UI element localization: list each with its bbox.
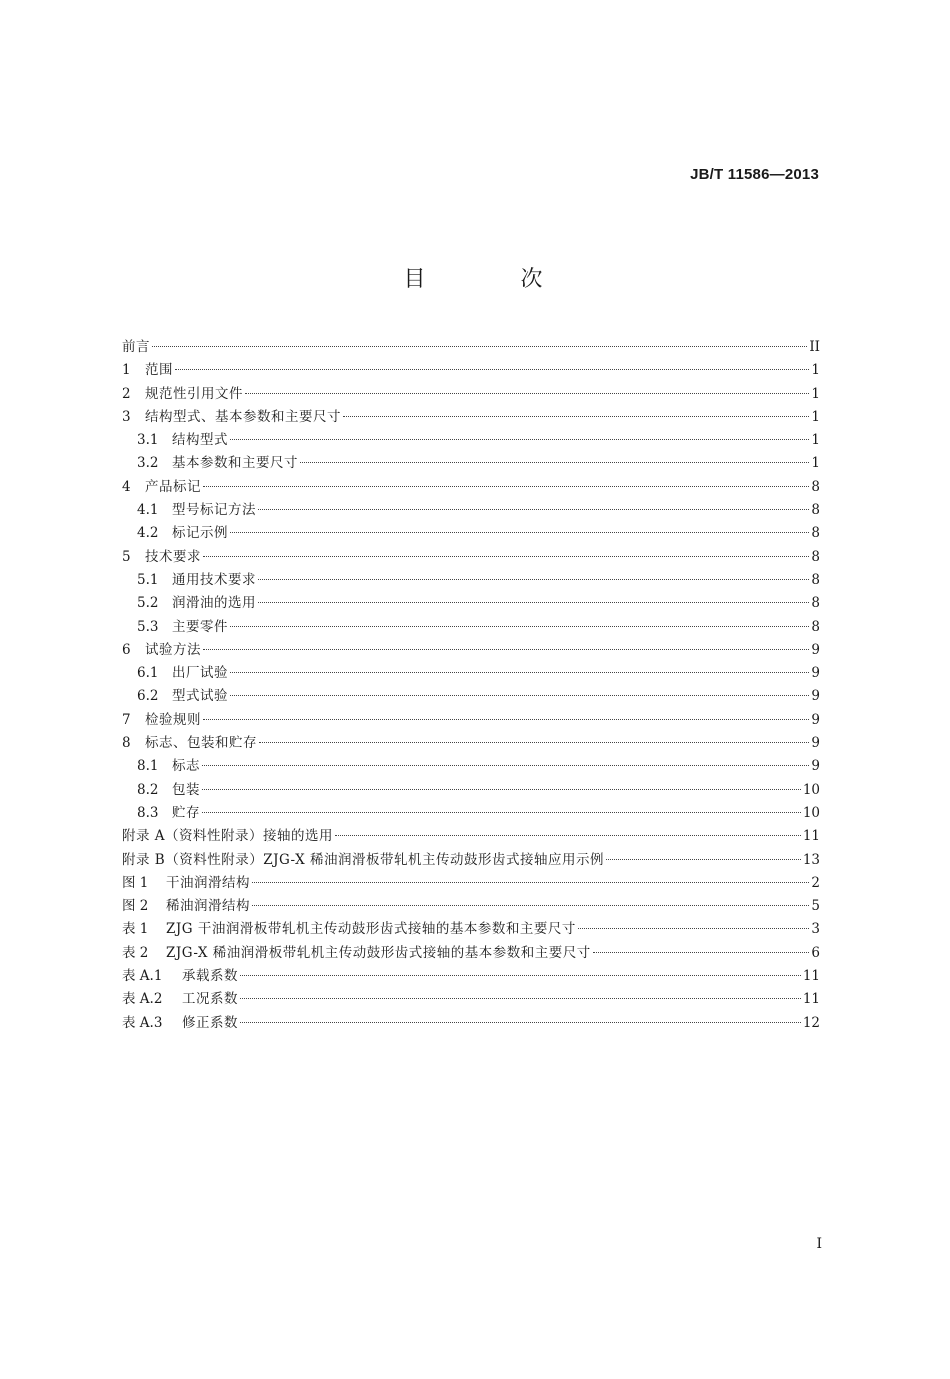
- toc-entry-label: ZJG-X 稀油润滑板带轧机主传动鼓形齿式接轴的基本参数和主要尺寸: [166, 944, 591, 961]
- dot-leader: [258, 579, 809, 580]
- toc-entry-page: 1: [811, 385, 820, 402]
- dot-leader: [203, 649, 809, 650]
- toc-entry-page: 9: [811, 641, 820, 658]
- toc-entry[interactable]: [122, 1012, 820, 1035]
- toc-entry[interactable]: [122, 569, 820, 592]
- toc-entry-number: 5.1: [137, 571, 159, 588]
- dot-leader: [240, 998, 801, 999]
- toc-entry-label: 标志: [172, 758, 200, 775]
- toc-entry[interactable]: [122, 755, 820, 778]
- toc-entry[interactable]: [122, 709, 820, 732]
- toc-entry-label: 规范性引用文件: [145, 385, 243, 402]
- toc-entry-page: 9: [811, 735, 820, 752]
- toc-entry-number: 4: [122, 478, 131, 495]
- toc-entry-label: 工况系数: [182, 991, 238, 1008]
- toc-entry[interactable]: [122, 429, 820, 452]
- toc-entry-number: 3.2: [137, 455, 159, 472]
- dot-leader: [203, 556, 809, 557]
- toc-entry-label: 稀油润滑结构: [166, 898, 250, 915]
- dot-leader: [240, 975, 801, 976]
- toc-entry[interactable]: [122, 452, 820, 475]
- toc-entry-number: 8.3: [137, 804, 159, 821]
- toc-entry[interactable]: [122, 639, 820, 662]
- toc-entry-label: 出厂试验: [172, 665, 228, 682]
- dot-leader: [202, 812, 801, 813]
- toc-entry[interactable]: [122, 732, 820, 755]
- toc-entry[interactable]: [122, 825, 820, 848]
- dot-leader: [343, 416, 809, 417]
- toc-entry[interactable]: [122, 476, 820, 499]
- toc-entry-number: 图 2: [122, 898, 149, 915]
- toc-entry-page: 8: [811, 571, 820, 588]
- toc-entry[interactable]: [122, 359, 820, 382]
- toc-entry-page: 8: [811, 502, 820, 519]
- toc-entry-label: 附录 A（资料性附录）接轴的选用: [122, 828, 334, 845]
- toc-entry-page: 1: [811, 432, 820, 449]
- dot-leader: [335, 835, 801, 836]
- toc-entry-page: 10: [802, 781, 820, 798]
- toc-entry[interactable]: [122, 406, 820, 429]
- toc-entry-label: 结构型式: [172, 432, 228, 449]
- toc-entry-number: 表 A.3: [122, 1014, 163, 1031]
- toc-entry-label: 标志、包装和贮存: [145, 735, 257, 752]
- toc-entry-label: 范围: [145, 362, 173, 379]
- toc-entry-page: 9: [811, 711, 820, 728]
- dot-leader: [230, 439, 809, 440]
- dot-leader: [252, 882, 809, 883]
- toc-entry-page: 9: [811, 688, 820, 705]
- toc-entry-number: 表 A.2: [122, 991, 163, 1008]
- toc-entry-page: 8: [811, 478, 820, 495]
- toc-entry-number: 6.2: [137, 688, 159, 705]
- toc-entry[interactable]: [122, 988, 820, 1011]
- dot-leader: [258, 509, 809, 510]
- dot-leader: [259, 742, 809, 743]
- toc-entry[interactable]: [122, 918, 820, 941]
- toc-entry[interactable]: [122, 965, 820, 988]
- toc-entry-number: 3.1: [137, 432, 159, 449]
- page-number: I: [816, 1236, 822, 1252]
- toc-entry[interactable]: [122, 802, 820, 825]
- toc-entry-page: 1: [811, 362, 820, 379]
- toc-entry-number: 7: [122, 711, 131, 728]
- toc-entry[interactable]: [122, 779, 820, 802]
- toc-entry-page: 8: [811, 618, 820, 635]
- toc-entry[interactable]: [122, 383, 820, 406]
- toc-entry-page: 1: [811, 408, 820, 425]
- toc-entry-number: 图 1: [122, 874, 149, 891]
- toc-entry[interactable]: [122, 849, 820, 872]
- dot-leader: [230, 626, 809, 627]
- toc-entry-number: 5: [122, 548, 131, 565]
- toc-entry-label: 标记示例: [172, 525, 228, 542]
- toc-entry[interactable]: [122, 942, 820, 965]
- toc-entry[interactable]: [122, 616, 820, 639]
- dot-leader: [230, 672, 809, 673]
- dot-leader: [593, 952, 810, 953]
- toc-entry-page: 1: [811, 455, 820, 472]
- toc-entry-number: 6: [122, 641, 131, 658]
- toc-entry[interactable]: [122, 336, 820, 359]
- toc-entry-page: II: [809, 339, 820, 355]
- toc-entry-page: 8: [811, 525, 820, 542]
- toc-entry[interactable]: [122, 685, 820, 708]
- toc-entry-number: 2: [122, 385, 131, 402]
- toc-entry-page: 13: [802, 851, 820, 868]
- toc-entry-label: 技术要求: [145, 548, 201, 565]
- toc-entry-number: 8.1: [137, 758, 159, 775]
- toc-entry-label: 基本参数和主要尺寸: [172, 455, 298, 472]
- toc-entry-page: 8: [811, 595, 820, 612]
- toc-entry-label: 干油润滑结构: [166, 874, 250, 891]
- toc-entry-label: 承载系数: [182, 968, 238, 985]
- toc-entry-label: 修正系数: [182, 1014, 238, 1031]
- dot-leader: [203, 486, 809, 487]
- toc-entry-label: 包装: [172, 781, 200, 798]
- toc-entry-number: 表 1: [122, 921, 149, 938]
- dot-leader: [152, 346, 807, 347]
- dot-leader: [202, 765, 809, 766]
- toc-entry-page: 6: [811, 944, 820, 961]
- toc-entry-page: 5: [811, 898, 820, 915]
- toc-entry-number: 3: [122, 408, 131, 425]
- toc-entry-number: 5.2: [137, 595, 159, 612]
- table-of-contents: [122, 336, 820, 1035]
- dot-leader: [300, 462, 809, 463]
- toc-entry-label: 通用技术要求: [172, 571, 256, 588]
- toc-entry-label: 检验规则: [145, 711, 201, 728]
- toc-entry-label: 附录 B（资料性附录）ZJG-X 稀油润滑板带轧机主传动鼓形齿式接轴应用示例: [122, 851, 605, 868]
- toc-entry-page: 2: [811, 874, 820, 891]
- toc-entry-page: 9: [811, 758, 820, 775]
- toc-title: 目 次: [403, 267, 587, 292]
- dot-leader: [606, 859, 801, 860]
- dot-leader: [230, 532, 809, 533]
- toc-entry[interactable]: [122, 662, 820, 685]
- toc-entry-number: 1: [122, 362, 131, 379]
- toc-entry-label: 前言: [122, 339, 150, 355]
- toc-entry[interactable]: [122, 872, 820, 895]
- dot-leader: [175, 369, 809, 370]
- toc-entry-page: 10: [802, 804, 820, 821]
- toc-entry-number: 8.2: [137, 781, 159, 798]
- toc-entry-number: 5.3: [137, 618, 159, 635]
- toc-entry[interactable]: [122, 895, 820, 918]
- toc-entry-label: 主要零件: [172, 618, 228, 635]
- toc-entry-page: 8: [811, 548, 820, 565]
- toc-entry-number: 表 A.1: [122, 968, 163, 985]
- toc-entry-label: 试验方法: [145, 641, 201, 658]
- toc-entry-label: 贮存: [172, 804, 200, 821]
- toc-entry-number: 表 2: [122, 944, 149, 961]
- toc-entry-page: 3: [811, 921, 820, 938]
- toc-entry-page: 11: [802, 991, 820, 1008]
- toc-entry-label: 型式试验: [172, 688, 228, 705]
- toc-entry-number: 4.1: [137, 502, 159, 519]
- toc-entry-page: 11: [802, 828, 820, 845]
- toc-entry-label: 结构型式、基本参数和主要尺寸: [145, 408, 341, 425]
- toc-entry-page: 9: [811, 665, 820, 682]
- dot-leader: [203, 719, 809, 720]
- dot-leader: [258, 602, 809, 603]
- toc-entry[interactable]: [122, 546, 820, 569]
- toc-entry[interactable]: [122, 499, 820, 522]
- toc-entry-label: 型号标记方法: [172, 502, 256, 519]
- toc-entry-page: 11: [802, 968, 820, 985]
- dot-leader: [240, 1022, 801, 1023]
- toc-entry-number: 6.1: [137, 665, 159, 682]
- dot-leader: [230, 695, 809, 696]
- dot-leader: [252, 905, 809, 906]
- dot-leader: [202, 789, 801, 790]
- toc-entry-label: ZJG 干油润滑板带轧机主传动鼓形齿式接轴的基本参数和主要尺寸: [166, 921, 576, 938]
- dot-leader: [578, 928, 810, 929]
- toc-entry-number: 4.2: [137, 525, 159, 542]
- standard-code: JB/T 11586—2013: [690, 166, 819, 183]
- toc-entry-label: 产品标记: [145, 478, 201, 495]
- toc-entry-page: 12: [802, 1014, 820, 1031]
- toc-entry-label: 润滑油的选用: [172, 595, 256, 612]
- toc-entry[interactable]: [122, 522, 820, 545]
- toc-entry-number: 8: [122, 735, 131, 752]
- dot-leader: [245, 393, 809, 394]
- toc-entry[interactable]: [122, 592, 820, 615]
